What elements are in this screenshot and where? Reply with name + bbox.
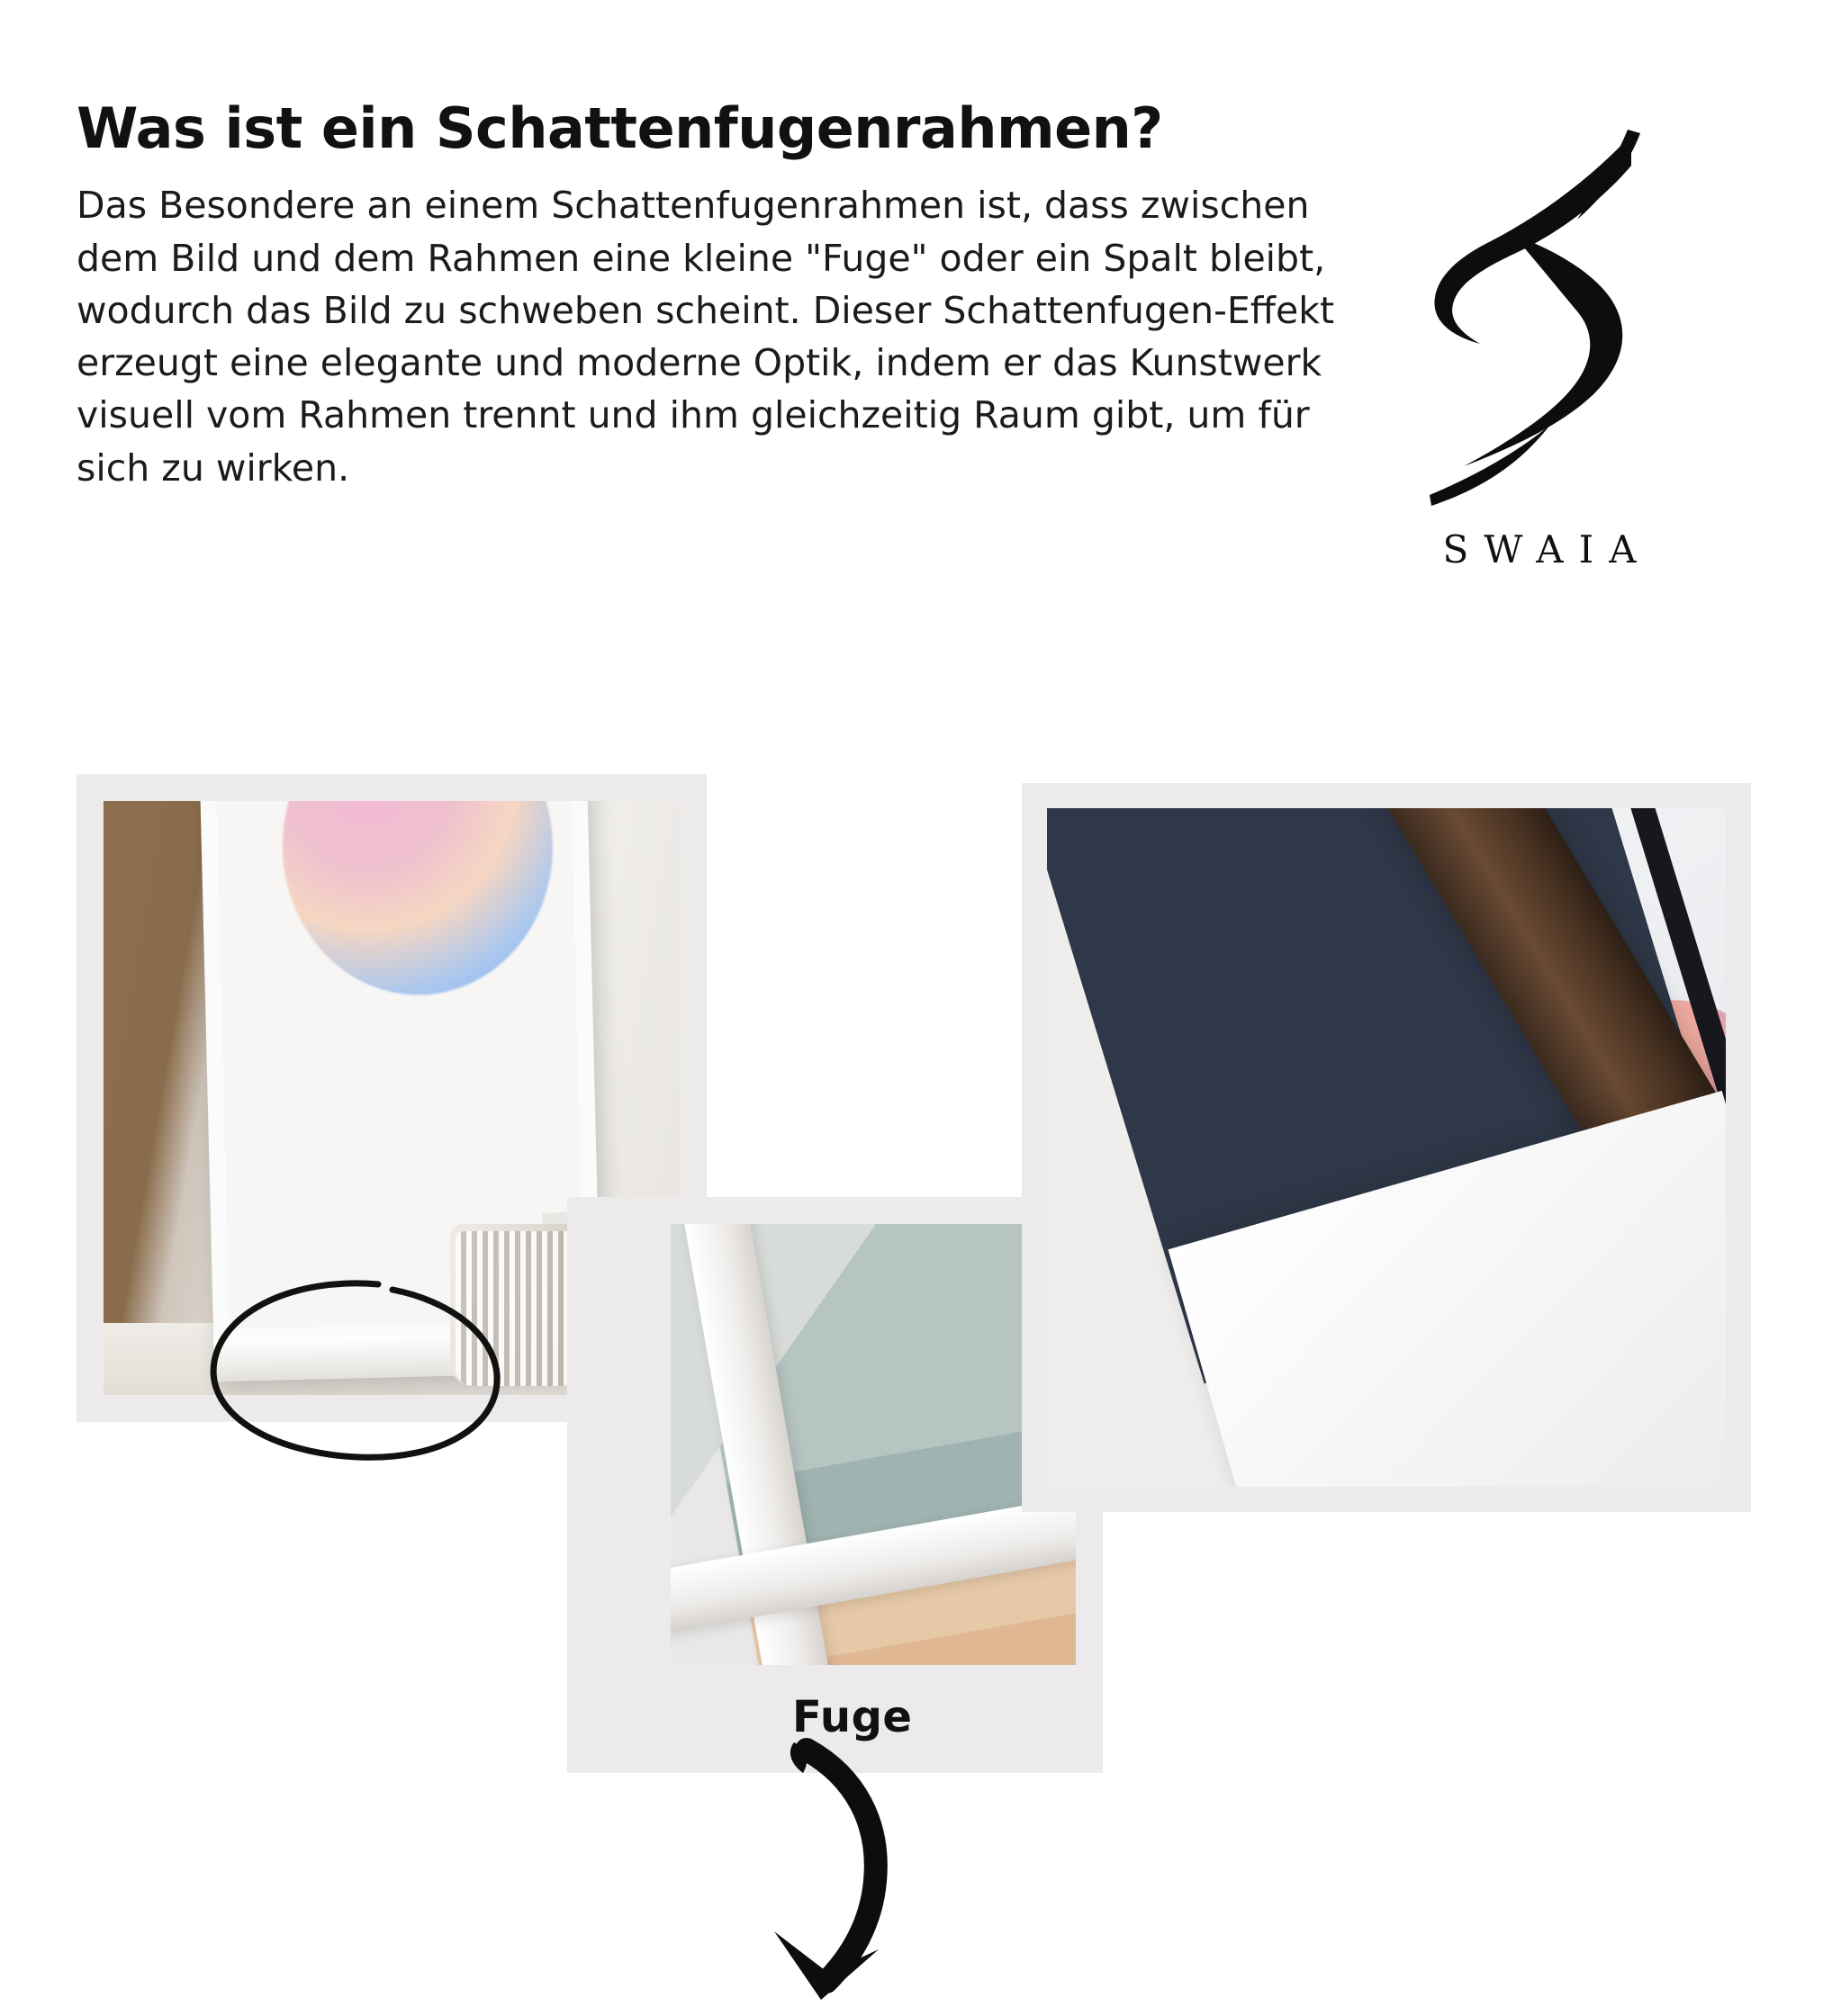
- photo-collage: [0, 756, 1823, 1822]
- swaia-s-logo-icon: [1404, 126, 1674, 522]
- ribbed-vase: [450, 1224, 585, 1386]
- page-title: Was ist ein Schattenfugenrahmen?: [77, 95, 1163, 161]
- gradient-circle-artwork: [279, 801, 556, 998]
- article-header: [77, 97, 1355, 494]
- white-frame-corner-photo-image: [671, 1224, 1076, 1665]
- brand-logo: [1391, 126, 1688, 603]
- description-paragraph: Das Besondere an einem Schattenfugenrahmen ist, dass zwischen dem Bild und dem Rahmen eine kleine "Fuge" oder ein Spalt bleibt, wodurch das Bild zu schweben scheint. Dieser Schattenfugen-Effekt erzeugt eine elegante und moderne Optik, indem er das Kunstwerk visuell vom Rahmen trennt und ihm gleichzeitig Raum gibt, um für sich zu wirken.: [77, 184, 1335, 490]
- brand-wordmark: SWAIA: [1442, 527, 1652, 572]
- dark-wood-frame-detail-photo: [1022, 783, 1751, 1512]
- dark-wood-frame-detail-photo-image: [1047, 808, 1726, 1487]
- fuge-annotation-label: Fuge: [792, 1692, 913, 1742]
- curved-arrow-icon: [720, 1737, 936, 2016]
